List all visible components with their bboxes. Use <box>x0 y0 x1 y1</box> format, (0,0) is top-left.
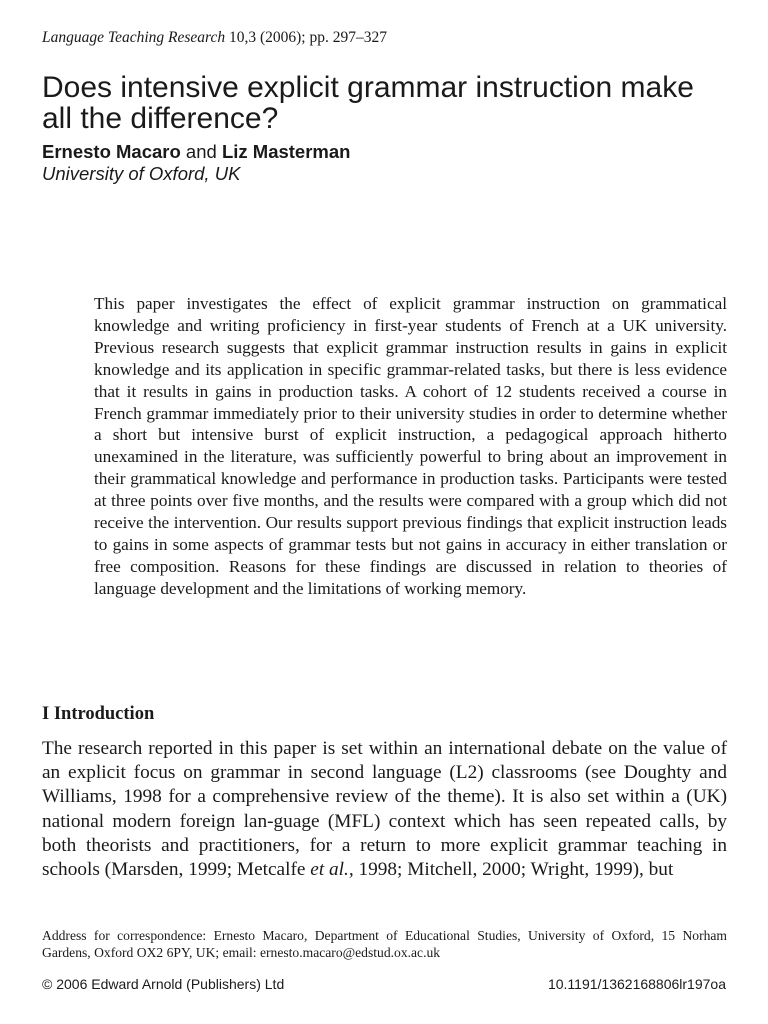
journal-name: Language Teaching Research <box>42 29 226 46</box>
article-title: Does intensive explicit grammar instruction make all the difference? <box>42 71 694 135</box>
doi: 10.1191/1362168806lr197oa <box>547 976 726 992</box>
introduction-paragraph <box>42 737 727 882</box>
author-name: Ernesto Macaro <box>42 141 181 162</box>
author-name: Liz Masterman <box>221 141 351 162</box>
author-joiner: and <box>180 141 222 162</box>
author-line <box>42 140 350 164</box>
body-text-segment: 1998; Mitchell, 2000; Wright, 1999), but <box>353 859 674 881</box>
volume-pages: 10,3 (2006); pp. 297–327 <box>225 29 387 46</box>
journal-citation <box>42 28 387 48</box>
body-text-segment: The research reported in this paper is set within an international debate on the value of an explicit focus on grammar in second language (L2) classrooms (see Doughty and Williams, 1998 for a comprehensive review of the theme). It is also set within a (UK) national modern foreign lan-guage (MFL) context which has seen repeated calls, by both theorists and practitioners, for a return to more explicit grammar teaching in schools (Marsden, 1999; Metcalfe <box>42 738 727 881</box>
abstract: This paper investigates the effect of explicit grammar instruction on grammatical knowledge and writing proficiency in first-year students of French at a UK university. Previous research suggests that explicit grammar instruction results in gains in explicit knowledge and its application in specific grammar-related tasks, but there is less evidence that it results in gains in production tasks. A cohort of 12 students received a course in French grammar immediately prior to their university studies in order to determine whether a short but intensive burst of explicit instruction, a pedagogical approach hitherto unexamined in the literature, was sufficiently powerful to bring about an improvement in their grammatical knowledge and performance in production tasks. Participants were tested at three points over five months, and the results were compared with a group which did not receive the intervention. Our results support previous findings that explicit instruction leads to gains in some aspects of grammar tests but not gains in accuracy in either translation or free composition. Reasons for these findings are discussed in relation to theories of language development and the limitations of working memory. <box>94 294 727 598</box>
correspondence-footnote: Address for correspondence: Ernesto Macaro, Department of Educational Studies, University of Oxford, 15 Norham Gardens, Oxford OX2 6PY, UK; email: ernesto.macaro@edstud.ox.ac.uk <box>42 928 727 960</box>
copyright-notice: © 2006 Edward Arnold (Publishers) Ltd <box>42 976 285 992</box>
section-heading: I Introduction <box>42 704 155 724</box>
author-affiliation: University of Oxford, UK <box>42 163 241 184</box>
et-al-italic: et al., <box>310 859 354 881</box>
